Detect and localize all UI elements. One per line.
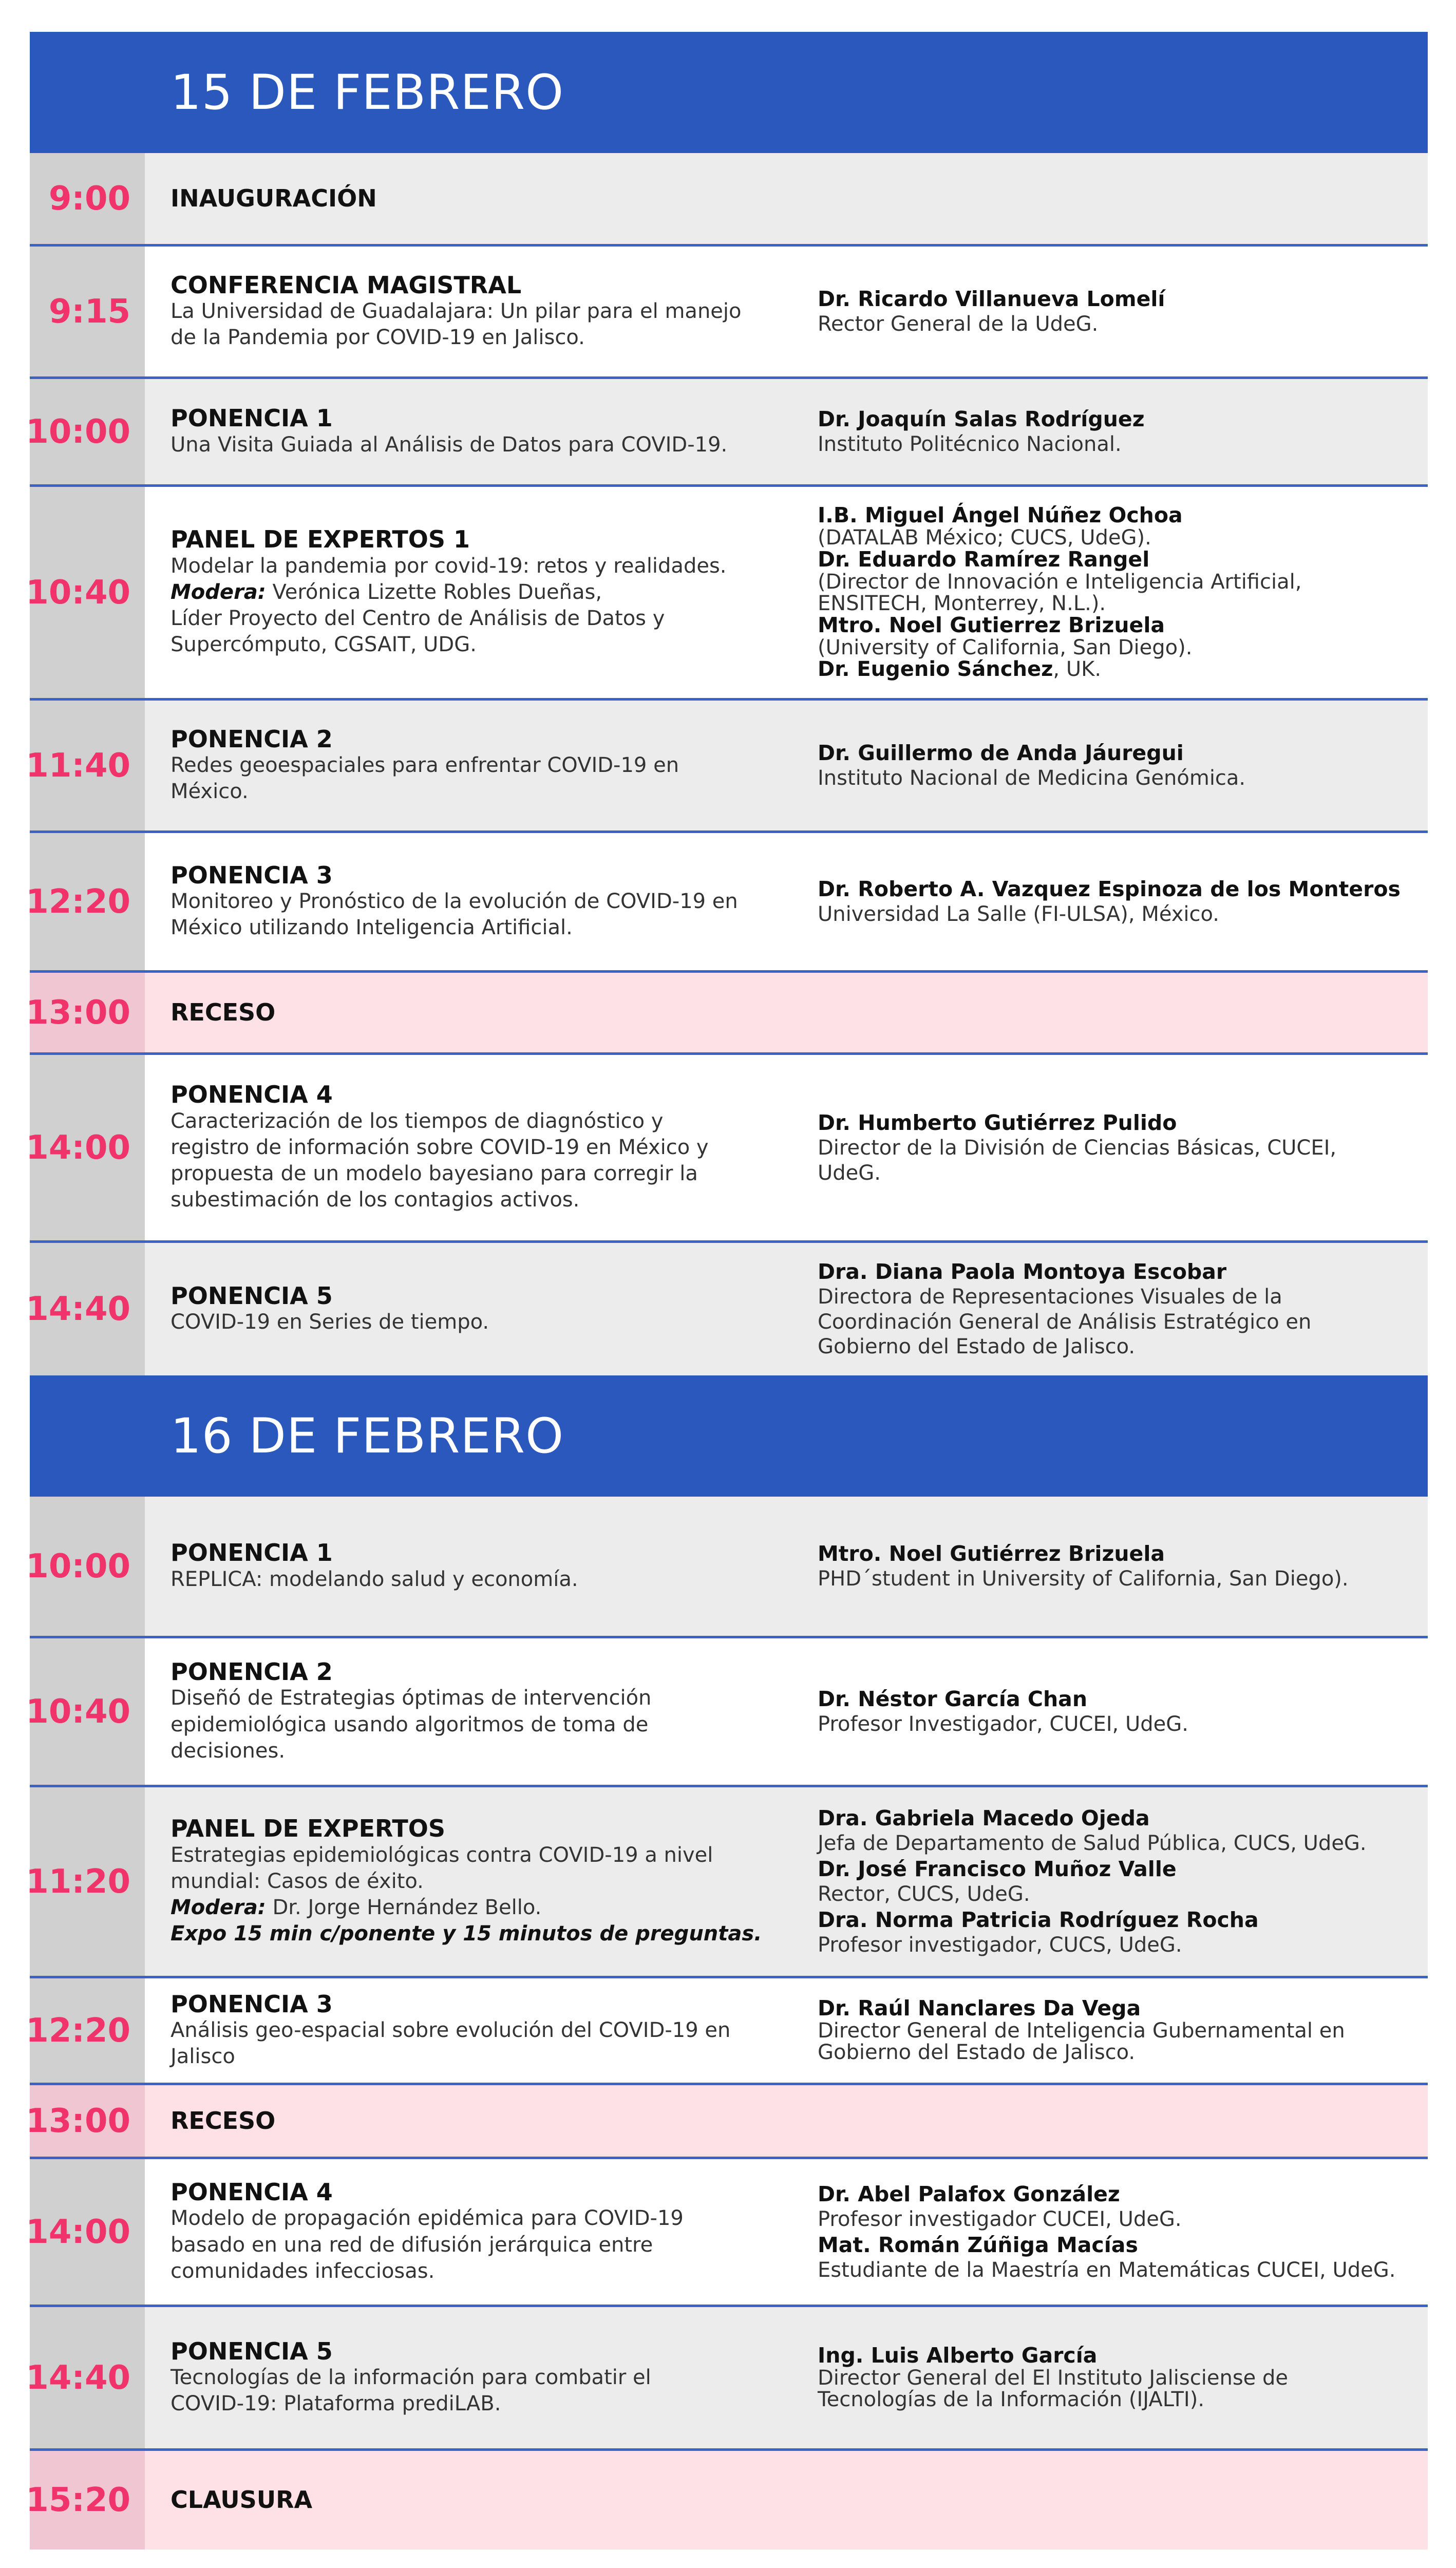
agenda-row [26,2307,1428,2451]
session-time: 10:40 [30,1638,145,1785]
session-description: basado en una red de difusión jerárquica entre [171,2233,653,2257]
agenda-row [26,833,1428,973]
session-time: 13:00 [30,2085,145,2157]
session-time: 10:00 [30,379,145,484]
speaker-name: Dr. Guillermo de Anda Jáuregui [818,741,1184,766]
speaker-name: Dr. Raúl Nanclares Da Vega [818,1996,1141,2021]
speaker-affiliation: Universidad La Salle (FI-ULSA), México. [818,902,1220,927]
session-time: 10:00 [30,1497,145,1636]
session-title: RECESO [171,998,276,1026]
session-description: Diseñó de Estrategias óptimas de intervención [171,1686,652,1710]
session-title: PONENCIA 5 [171,1281,333,1310]
session-description: subestimación de los contagios activos. [171,1188,580,1212]
agenda-row-break [26,2085,1428,2159]
speaker-affiliation: (University of California, San Diego). [818,635,1193,659]
session-description: epidemiológica usando algoritmos de toma de [171,1712,649,1736]
session-time: 9:00 [30,153,145,244]
speaker-name: Dra. Diana Paola Montoya Escobar [818,1259,1227,1284]
speaker-name: Dr. José Francisco Muñoz Valle [818,1857,1177,1882]
session-description: Redes geoespaciales para enfrentar COVID-19 en [171,753,679,778]
session-title: PANEL DE EXPERTOS [171,1815,445,1843]
session-description: Supercómputo, CGSAIT, UDG. [171,633,477,657]
speaker-name: Mtro. Noel Gutiérrez Brizuela [818,1541,1165,1566]
speaker-name: Dr. Humberto Gutiérrez Pulido [818,1110,1177,1135]
session-description: México utilizando Inteligencia Artificial. [171,916,573,940]
speaker-affiliation: (Director de Innovación e Inteligencia Artificial, [818,570,1302,594]
session-description: Modelar la pandemia por covid-19: retos y realidades. [171,554,727,578]
speaker-affiliation: UdeG. [818,1161,881,1185]
session-description: Líder Proyecto del Centro de Análisis de Datos y [171,607,665,631]
speaker-affiliation: (DATALAB México; CUCS, UdeG). [818,525,1151,550]
day-title: 15 DE FEBRERO [171,64,564,121]
session-time: 13:00 [30,973,145,1052]
session-time: 14:40 [30,1243,145,1375]
session-description: registro de información sobre COVID-19 en México y [171,1136,709,1160]
speaker-affiliation: Rector, CUCS, UdeG. [818,1882,1030,1906]
session-time: 12:20 [30,1978,145,2083]
speaker-affiliation: Profesor investigador CUCEI, UdeG. [818,2207,1182,2231]
session-description: Análisis geo-espacial sobre evolución del COVID-19 en [171,2018,731,2043]
speaker-name: I.B. Miguel Ángel Núñez Ochoa [818,503,1183,528]
session-description: Estrategias epidemiológicas contra COVID-19 a nivel [171,1843,713,1867]
speaker-affiliation: Rector General de la UdeG. [818,312,1099,336]
agenda-row [26,701,1428,833]
speaker-affiliation: Instituto Politécnico Nacional. [818,432,1122,457]
day-header [30,32,1428,153]
session-time: 12:20 [30,833,145,970]
session-time: 14:00 [30,2159,145,2305]
session-title: PONENCIA 3 [171,1990,333,2018]
agenda-row [26,1243,1428,1375]
day-header [30,1375,1428,1497]
session-description: COVID-19: Plataforma prediLAB. [171,2392,501,2416]
session-description: Caracterización de los tiempos de diagnóstico y [171,1109,664,1133]
speaker-name: Dra. Gabriela Macedo Ojeda [818,1806,1150,1831]
session-title: PONENCIA 4 [171,2178,333,2206]
session-time: 11:40 [30,701,145,830]
session-description: Modelo de propagación epidémica para COVID-19 [171,2206,684,2231]
session-description: comunidades infecciosas. [171,2259,435,2283]
session-time: 11:20 [30,1787,145,1976]
session-description: Una Visita Guiada al Análisis de Datos para COVID-19. [171,432,728,457]
speaker-affiliation: Estudiante de la Maestría en Matemáticas CUCEI, UdeG. [818,2258,1396,2282]
moderator-name: Verónica Lizette Robles Dueñas, [266,580,602,605]
speaker-name: Dr. Abel Palafox González [818,2181,1120,2206]
session-description: Jalisco [171,2045,235,2069]
speaker-name: Dr. Ricardo Villanueva Lomelí [818,287,1165,312]
speaker-affiliation: ENSITECH, Monterrey, N.L.). [818,592,1106,616]
session-title: CONFERENCIA MAGISTRAL [171,271,522,299]
agenda-row [26,379,1428,487]
session-title: PONENCIA 2 [171,725,333,753]
moderator-label: Modera: [171,580,266,605]
speaker-affiliation: Instituto Nacional de Medicina Genómica. [818,766,1246,790]
speaker-affiliation: Director de la División de Ciencias Básicas, CUCEI, [818,1136,1337,1160]
moderator-name: Dr. Jorge Hernández Bello. [266,1896,542,1920]
session-description: México. [171,780,249,804]
agenda-row [26,1978,1428,2085]
speaker-name: Dr. Eduardo Ramírez Rangel [818,547,1150,572]
session-title: PANEL DE EXPERTOS 1 [171,525,470,554]
session-time: 9:15 [30,247,145,376]
session-time: 14:00 [30,1055,145,1240]
session-title: PONENCIA 1 [171,1539,333,1567]
session-title: CLAUSURA [171,2486,313,2514]
speaker-name: Ing. Luis Alberto García [818,2343,1098,2368]
speaker-affiliation: Director General del El Instituto Jalisciense de [818,2366,1288,2390]
speaker-name: Dr. Joaquín Salas Rodríguez [818,407,1145,432]
speaker-affiliation: Tecnologías de la Información (IJALTI). [818,2388,1205,2412]
speaker-affiliation: Jefa de Departamento de Salud Pública, CUCS, UdeG. [818,1831,1367,1856]
speaker-affiliation: , UK. [1053,657,1102,682]
speaker-name: Dr. Eugenio Sánchez [818,657,1053,682]
speaker-name: Dra. Norma Patricia Rodríguez Rocha [818,1907,1259,1932]
moderator-label: Modera: [171,1896,266,1920]
session-title: PONENCIA 4 [171,1081,333,1109]
session-description: Monitoreo y Pronóstico de la evolución de COVID-19 en [171,890,738,914]
session-description: decisiones. [171,1739,286,1763]
agenda-row [26,1787,1428,1978]
session-title: PONENCIA 3 [171,861,333,889]
speaker-affiliation: Gobierno del Estado de Jalisco. [818,1335,1136,1359]
day-title: 16 DE FEBRERO [171,1408,564,1464]
speaker-affiliation: Coordinación General de Análisis Estratégico en [818,1310,1312,1334]
speaker-affiliation: Profesor investigador, CUCS, UdeG. [818,1933,1182,1957]
agenda-row [30,247,1428,379]
speaker-affiliation: PHD´student in University of California, San Diego). [818,1567,1349,1591]
session-title: RECESO [171,2106,276,2135]
agenda-row-break [26,2451,1428,2550]
agenda-row-break [26,973,1428,1055]
speaker-affiliation: Gobierno del Estado de Jalisco. [818,2041,1136,2065]
moderator-line [171,579,787,606]
session-description: mundial: Casos de éxito. [171,1870,424,1894]
session-description: propuesta de un modelo bayesiano para corregir la [171,1162,698,1186]
speaker-name: Mtro. Noel Gutierrez Brizuela [818,613,1165,638]
moderator-line [171,1895,787,1921]
agenda-row [26,1638,1428,1787]
session-note: Expo 15 min c/ponente y 15 minutos de preguntas. [171,1922,762,1946]
agenda-row [26,1055,1428,1243]
speaker-name: Dr. Néstor García Chan [818,1687,1088,1712]
agenda-sheet [26,32,1428,2550]
session-description: La Universidad de Guadalajara: Un pilar para el manejo [171,299,742,324]
speaker-affiliation: Profesor Investigador, CUCEI, UdeG. [818,1712,1188,1736]
session-title: INAUGURACIÓN [171,184,377,212]
session-description: REPLICA: modelando salud y economía. [171,1567,578,1591]
speaker-line [818,658,1407,680]
speaker-name: Mat. Román Zúñiga Macías [818,2232,1138,2257]
speaker-affiliation: Directora de Representaciones Visuales de la [818,1285,1282,1309]
session-description: Tecnologías de la información para combatir el [171,2366,651,2390]
session-title: PONENCIA 1 [171,404,333,432]
agenda-row [26,487,1428,701]
session-description: COVID-19 en Series de tiempo. [171,1310,489,1334]
session-time: 15:20 [30,2451,145,2550]
agenda-row [26,2159,1428,2307]
session-title: PONENCIA 2 [171,1657,333,1686]
session-time: 14:40 [30,2307,145,2448]
speaker-name: Dr. Roberto A. Vazquez Espinoza de los Monteros [818,877,1401,902]
speaker-affiliation: Director General de Inteligencia Gubernamental en [818,2018,1345,2043]
agenda-row [26,1497,1428,1638]
agenda-row [30,153,1428,247]
session-time: 10:40 [30,487,145,698]
session-title: PONENCIA 5 [171,2337,333,2365]
session-description: de la Pandemia por COVID-19 en Jalisco. [171,326,585,350]
